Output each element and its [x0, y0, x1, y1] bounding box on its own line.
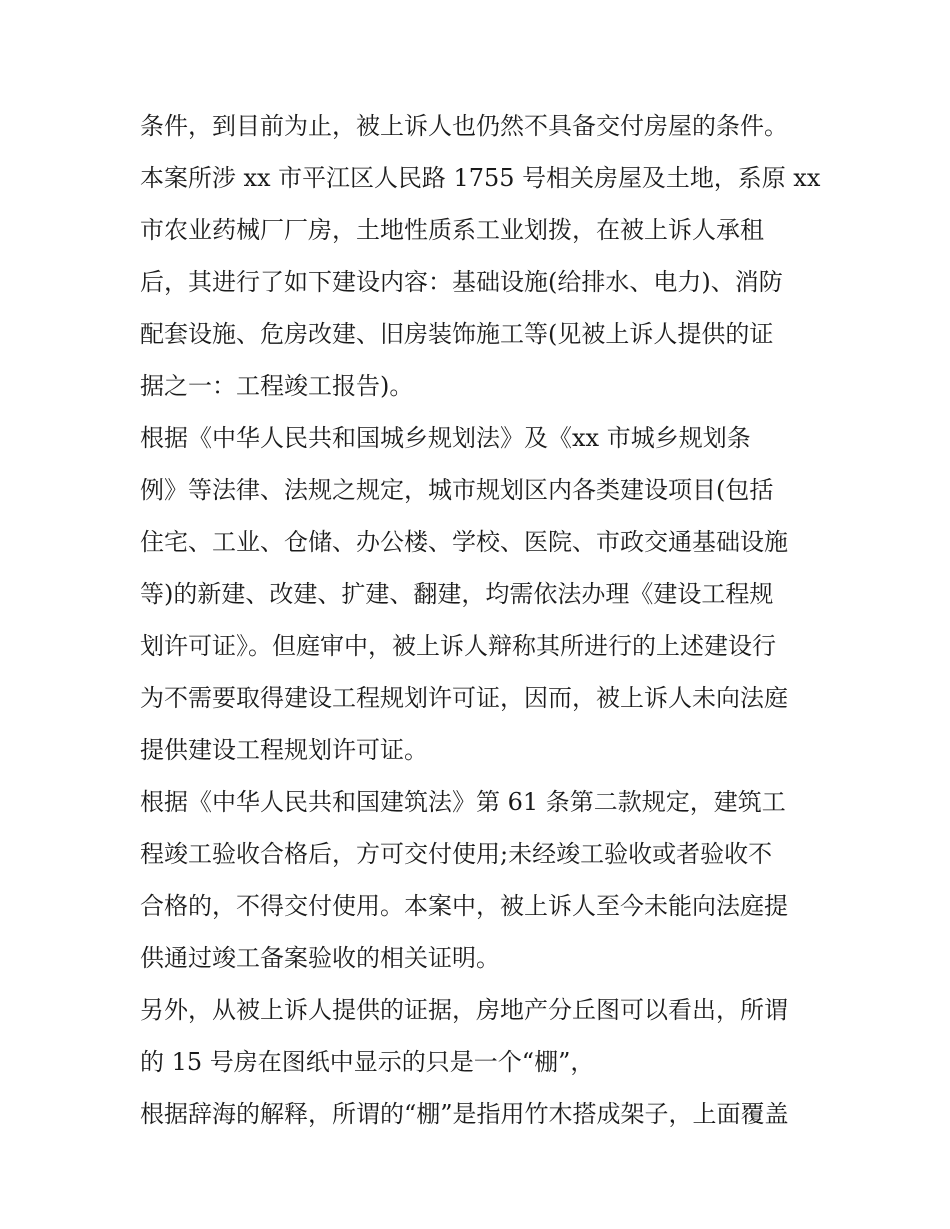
- text-line-13: 提供建设工程规划许可证。: [140, 736, 428, 764]
- text-line-6: 据之一：工程竣工报告)。: [140, 372, 414, 400]
- text-line-3: 市农业药械厂厂房，土地性质系工业划拨，在被上诉人承租: [140, 216, 764, 244]
- text-line-20: 根据辞海的解释，所谓的“棚”是指用竹木搭成架子，上面覆盖: [140, 1100, 789, 1128]
- text-line-2: 本案所涉 xx 市平江区人民路 1755 号相关房屋及土地，系原 xx: [140, 164, 821, 192]
- text-line-4: 后，其进行了如下建设内容：基础设施(给排水、电力)、消防: [140, 268, 783, 296]
- text-line-10: 等)的新建、改建、扩建、翻建，均需依法办理《建设工程规: [140, 580, 774, 608]
- text-line-15: 程竣工验收合格后，方可交付使用;未经竣工验收或者验收不: [140, 840, 773, 868]
- text-line-18: 另外，从被上诉人提供的证据，房地产分丘图可以看出，所谓: [140, 996, 788, 1024]
- text-line-8: 例》等法律、法规之规定，城市规划区内各类建设项目(包括: [140, 476, 774, 504]
- text-line-9: 住宅、工业、仓储、办公楼、学校、医院、市政交通基础设施: [140, 528, 788, 556]
- text-line-12: 为不需要取得建设工程规划许可证，因而，被上诉人未向法庭: [140, 684, 788, 712]
- text-line-19: 的 15 号房在图纸中显示的只是一个“棚”，: [140, 1048, 595, 1076]
- text-line-1: 条件，到目前为止，被上诉人也仍然不具备交付房屋的条件。: [140, 112, 788, 140]
- text-line-17: 供通过竣工备案验收的相关证明。: [140, 944, 500, 972]
- text-line-16: 合格的，不得交付使用。本案中，被上诉人至今未能向法庭提: [140, 892, 788, 920]
- text-line-5: 配套设施、危房改建、旧房装饰施工等(见被上诉人提供的证: [140, 320, 774, 348]
- text-line-14: 根据《中华人民共和国建筑法》第 61 条第二款规定，建筑工: [140, 788, 786, 816]
- text-line-7: 根据《中华人民共和国城乡规划法》及《xx 市城乡规划条: [140, 424, 751, 452]
- text-line-11: 划许可证》。但庭审中，被上诉人辩称其所进行的上述建设行: [140, 632, 776, 660]
